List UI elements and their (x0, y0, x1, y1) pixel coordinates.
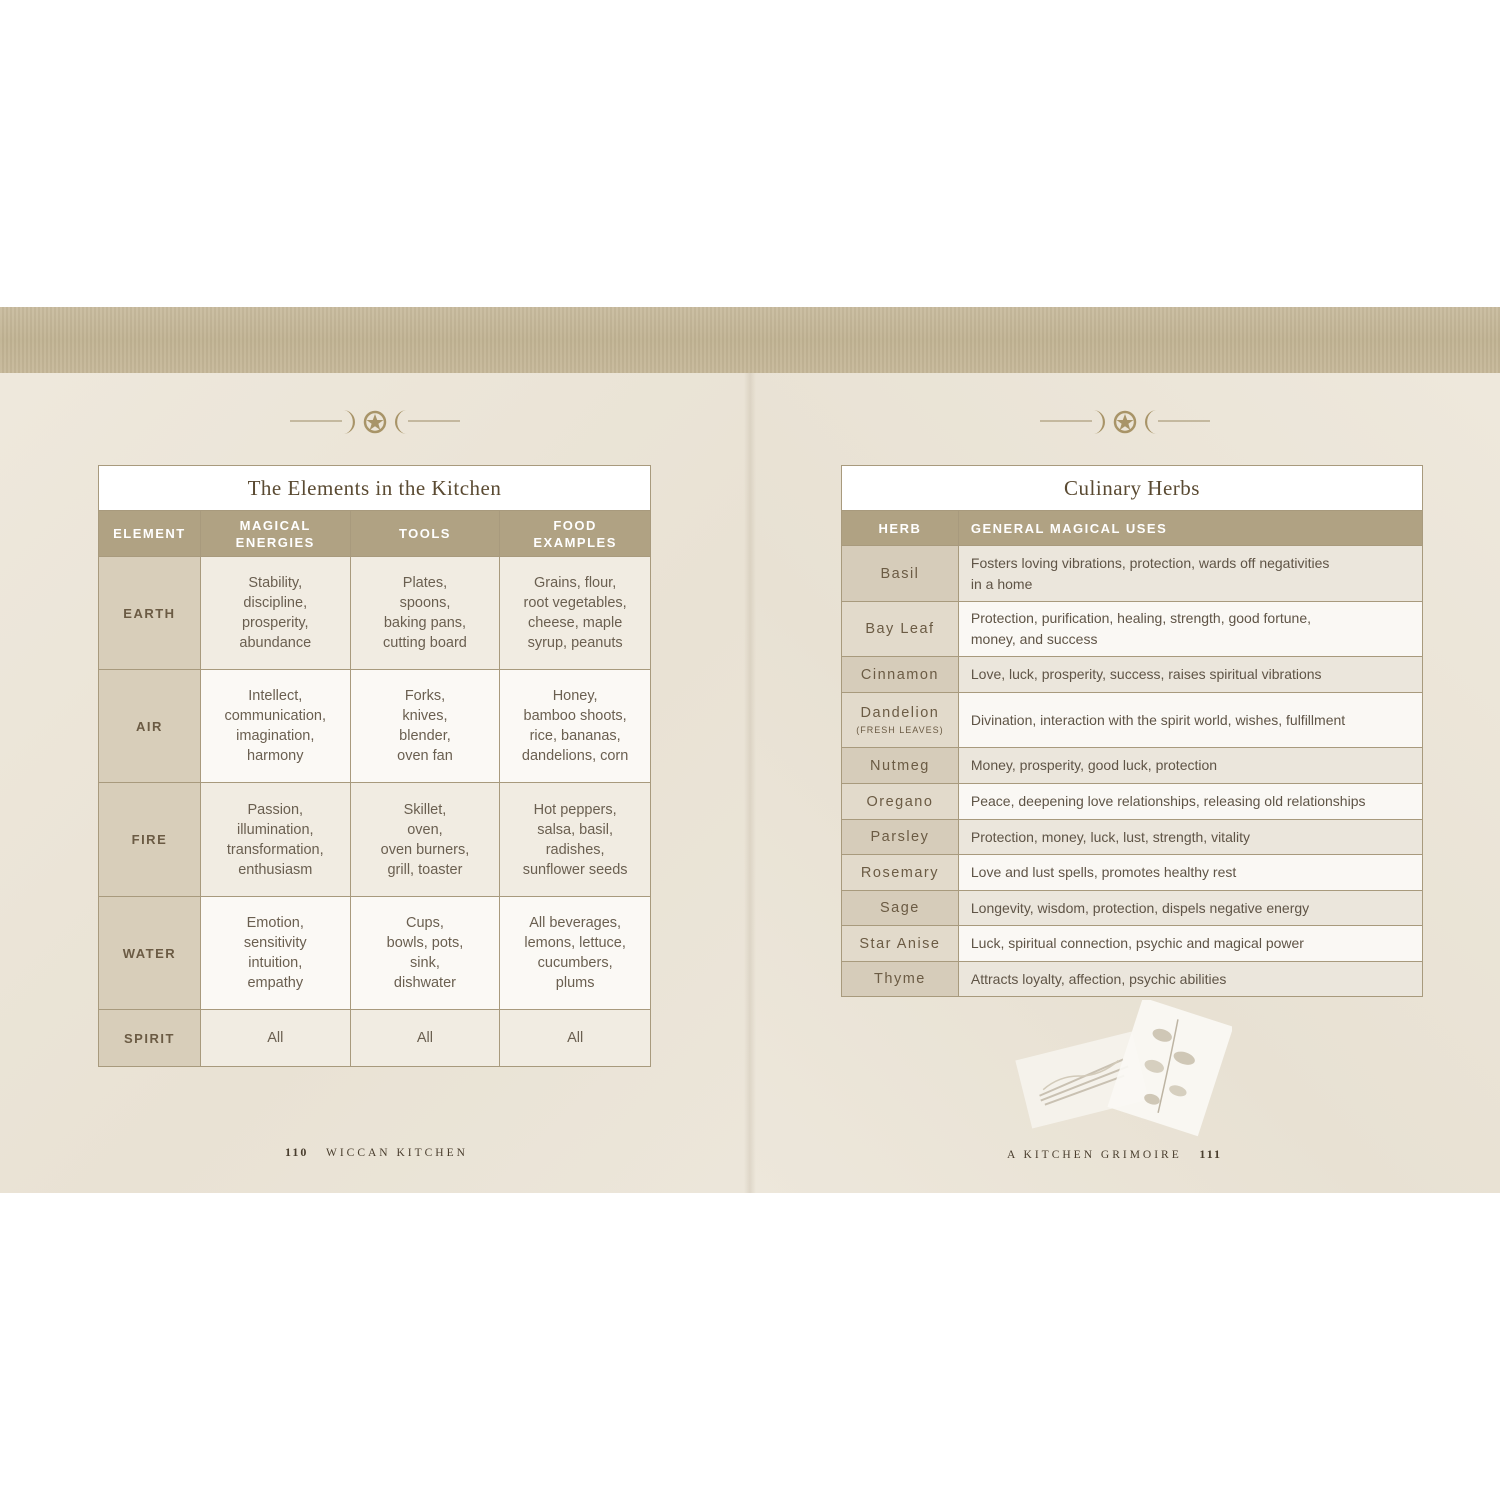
food-cell: Hot peppers, salsa, basil, radishes, sunflower seeds (500, 783, 651, 897)
left-footer (285, 1145, 468, 1160)
tools-cell: Skillet, oven, oven burners, grill, toaster (350, 783, 500, 897)
herb-name: Sage (842, 891, 959, 926)
top-linen-band (0, 307, 1500, 373)
page-gutter (744, 373, 756, 1193)
herb-name: Bay Leaf (842, 602, 959, 657)
triple-moon-pentacle-ornament-icon (290, 407, 460, 437)
herb-uses: Love and lust spells, promotes healthy rest (958, 855, 1422, 891)
herb-uses: Divination, interaction with the spirit world, wishes, fulfillment (958, 693, 1422, 748)
herb-name: Rosemary (842, 855, 959, 891)
element-label: AIR (99, 670, 201, 783)
header-food-examples: FOOD EXAMPLES (500, 511, 651, 557)
header-herb: HERB (842, 511, 959, 546)
table-row (842, 748, 1423, 784)
header-general-magical-uses: GENERAL MAGICAL USES (958, 511, 1422, 546)
tools-cell: Cups, bowls, pots, sink, dishwater (350, 897, 500, 1010)
table-row (842, 546, 1423, 602)
herb-uses: Protection, purification, healing, strength, good fortune, money, and success (958, 602, 1422, 657)
element-label: SPIRIT (99, 1010, 201, 1067)
table-row (842, 962, 1423, 997)
table-row (842, 602, 1423, 657)
header-element: ELEMENT (99, 511, 201, 557)
energies-cell: Passion, illumination, transformation, enthusiasm (200, 783, 350, 897)
table-row (842, 657, 1423, 693)
page-number: 110 (285, 1145, 309, 1159)
herb-name: Nutmeg (842, 748, 959, 784)
herb-uses: Love, luck, prosperity, success, raises spiritual vibrations (958, 657, 1422, 693)
herb-name-label: Dandelion (860, 705, 940, 721)
herb-name: Parsley (842, 820, 959, 855)
herb-name (842, 693, 959, 748)
table-row (99, 670, 651, 783)
table-row (99, 783, 651, 897)
elements-table-title: The Elements in the Kitchen (99, 466, 651, 511)
energies-cell: Intellect, communication, imagination, harmony (200, 670, 350, 783)
energies-cell: Stability, discipline, prosperity, abundance (200, 557, 350, 670)
herb-name: Oregano (842, 784, 959, 820)
tools-cell: Forks, knives, blender, oven fan (350, 670, 500, 783)
right-footer (1007, 1147, 1222, 1162)
herb-uses: Attracts loyalty, affection, psychic abilities (958, 962, 1422, 997)
element-label: EARTH (99, 557, 201, 670)
herbs-table-title: Culinary Herbs (842, 466, 1423, 511)
table-row (842, 693, 1423, 748)
table-row (842, 891, 1423, 926)
herb-uses: Peace, deepening love relationships, releasing old relationships (958, 784, 1422, 820)
tools-cell: All (350, 1010, 500, 1067)
table-row (99, 897, 651, 1010)
triple-moon-pentacle-ornament-icon (1040, 407, 1210, 437)
herb-uses: Longevity, wisdom, protection, dispels negative energy (958, 891, 1422, 926)
food-cell: All beverages, lemons, lettuce, cucumbers, plums (500, 897, 651, 1010)
table-row (99, 557, 651, 670)
header-tools: TOOLS (350, 511, 500, 557)
table-row (842, 784, 1423, 820)
table-row (842, 820, 1423, 855)
energies-cell: All (200, 1010, 350, 1067)
herb-name: Thyme (842, 962, 959, 997)
herb-name: Star Anise (842, 926, 959, 962)
food-cell: Grains, flour, root vegetables, cheese, maple syrup, peanuts (500, 557, 651, 670)
herb-name: Basil (842, 546, 959, 602)
energies-cell: Emotion, sensitivity intuition, empathy (200, 897, 350, 1010)
table-row (99, 1010, 651, 1067)
herb-uses: Protection, money, luck, lust, strength, vitality (958, 820, 1422, 855)
herb-sketch-illustration (1012, 1000, 1232, 1140)
table-row (842, 926, 1423, 962)
herbs-table (841, 465, 1423, 997)
herb-uses: Luck, spiritual connection, psychic and magical power (958, 926, 1422, 962)
herb-uses: Money, prosperity, good luck, protection (958, 748, 1422, 784)
element-label: FIRE (99, 783, 201, 897)
table-row (842, 855, 1423, 891)
header-magical-energies: MAGICAL ENERGIES (200, 511, 350, 557)
herb-uses: Fosters loving vibrations, protection, wards off negativities in a home (958, 546, 1422, 602)
tools-cell: Plates, spoons, baking pans, cutting board (350, 557, 500, 670)
page-number: 111 (1199, 1147, 1223, 1161)
running-head: A KITCHEN GRIMOIRE (1007, 1149, 1182, 1161)
running-head: WICCAN KITCHEN (325, 1147, 468, 1159)
food-cell: All (500, 1010, 651, 1067)
food-cell: Honey, bamboo shoots, rice, bananas, dandelions, corn (500, 670, 651, 783)
herb-note: (FRESH LEAVES) (856, 725, 944, 735)
element-label: WATER (99, 897, 201, 1010)
elements-table (98, 465, 651, 1067)
herb-name: Cinnamon (842, 657, 959, 693)
